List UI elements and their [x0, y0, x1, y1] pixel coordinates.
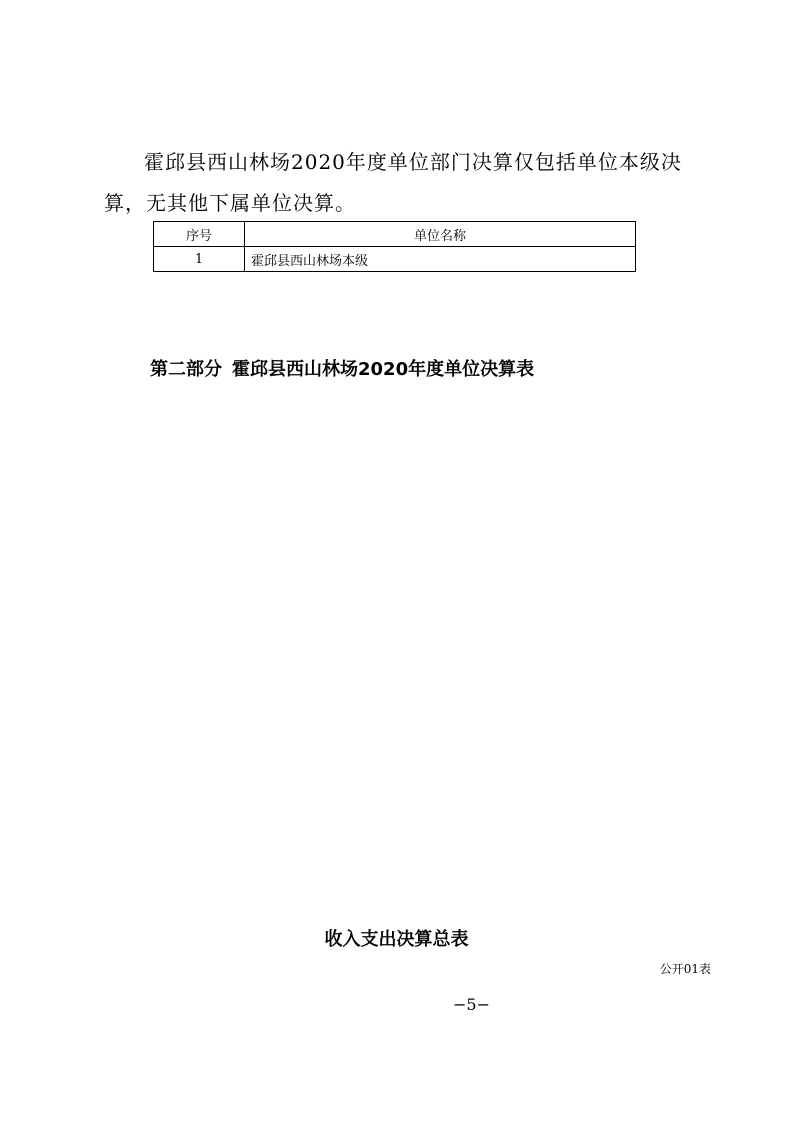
cell-index: 1 [154, 247, 245, 272]
units-table [153, 221, 636, 272]
section-part-label: 第二部分 [150, 359, 222, 380]
units-table-header-row [154, 222, 636, 247]
intro-paragraph-line-2: 算，无其他下属单位决算。 [104, 191, 356, 215]
page-number: −5− [453, 995, 490, 1014]
header-unit-name: 单位名称 [245, 222, 636, 247]
table-title: 收入支出决算总表 [324, 929, 469, 950]
cell-unit-name: 霍邱县西山林场本级 [245, 247, 636, 272]
table-code: 公开01表 [659, 962, 711, 976]
section-title-text: 霍邱县西山林场2020年度单位决算表 [232, 359, 535, 380]
section-heading [150, 355, 534, 381]
intro-paragraph-line-1: 霍邱县西山林场2020年度单位部门决算仅包括单位本级决 [144, 150, 682, 174]
header-index: 序号 [154, 222, 245, 247]
table-row [154, 247, 636, 272]
